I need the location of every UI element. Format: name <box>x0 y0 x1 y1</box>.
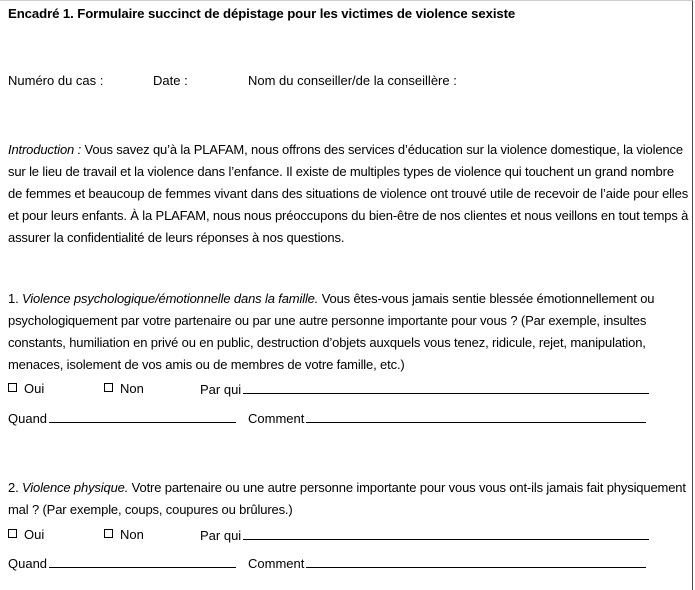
question-1-text: Vous êtes-vous jamais sentie blessée émotionnellement ou psychologiquement par votre partenaire ou par une autre personne importante pour vous ? (Par exemple, insultes constants, humiliation en privé ou en public, destruction d’objets auxquels vous tenez, ridicule, rejet, manipulation, menaces, isolement de vos amis ou de membres de votre famille, etc.) <box>8 291 655 372</box>
checkbox-icon[interactable] <box>8 383 17 392</box>
introduction-text: Vous savez qu’à la PLAFAM, nous offrons des services d’éducation sur la violence domestique, la violence sur le lieu de travail et la violence dans l’enfance. Il existe de multiples types de violence qui touchent un grand nombre de femmes et beaucoup de femmes vivant dans des situations de violence ont trouvé utile de recevoir de l’aide pour elles et pour leurs enfants. À la PLAFAM, nous nous préoccupons du bien-être de nos clientes et nous veillons en tout temps à assurer la confidentialité de leurs réponses à nos questions. <box>8 142 689 245</box>
by-whom-line[interactable] <box>243 381 649 394</box>
question-2-answer-row <box>0 527 695 545</box>
introduction-paragraph <box>8 139 690 249</box>
question-2-yes-option[interactable] <box>8 527 44 542</box>
when-line[interactable] <box>49 555 236 568</box>
question-1-by-whom-field[interactable] <box>200 381 649 397</box>
by-whom-line[interactable] <box>243 527 649 540</box>
yes-label: Oui <box>24 381 45 396</box>
how-line[interactable] <box>306 555 646 568</box>
when-label: Quand <box>8 411 48 426</box>
question-1-how-field[interactable] <box>248 410 646 426</box>
how-label: Comment <box>248 411 305 426</box>
question-1-when-how-row <box>0 410 695 428</box>
checkbox-icon[interactable] <box>104 383 113 392</box>
question-1-number: 1. <box>8 291 23 306</box>
when-label: Quand <box>8 556 48 571</box>
no-label: Non <box>120 527 144 542</box>
question-1-when-field[interactable] <box>8 410 236 426</box>
question-1-heading: Violence psychologique/émotionnelle dans la famille. <box>22 291 319 306</box>
question-1-yes-option[interactable] <box>8 381 44 396</box>
introduction-label: Introduction : <box>8 142 82 157</box>
counselor-label: Nom du conseiller/de la conseillère : <box>248 73 457 88</box>
how-label: Comment <box>248 556 305 571</box>
question-1-paragraph <box>8 288 690 376</box>
yes-label: Oui <box>24 527 45 542</box>
checkbox-icon[interactable] <box>104 529 113 538</box>
question-1-answer-row <box>0 381 695 399</box>
when-line[interactable] <box>49 410 236 423</box>
question-2-number: 2. <box>8 480 23 495</box>
by-whom-label: Par qui <box>200 528 242 543</box>
question-2-how-field[interactable] <box>248 555 646 571</box>
question-2-no-option[interactable] <box>104 527 144 542</box>
no-label: Non <box>120 381 144 396</box>
question-2-by-whom-field[interactable] <box>200 527 649 543</box>
question-2-heading: Violence physique. <box>22 480 129 495</box>
case-number-label: Numéro du cas : <box>8 73 104 88</box>
checkbox-icon[interactable] <box>8 529 17 538</box>
page-title: Encadré 1. Formulaire succinct de dépistage pour les victimes de violence sexiste <box>8 6 516 21</box>
question-2-when-how-row <box>0 555 695 573</box>
question-2-text: Votre partenaire ou une autre personne importante pour vous vous ont-ils jamais fait physiquement mal ? (Par exemple, coups, coupures ou brûlures.) <box>8 480 686 517</box>
by-whom-label: Par qui <box>200 382 242 397</box>
date-label: Date : <box>153 73 188 88</box>
question-2-paragraph <box>8 477 690 521</box>
question-1-no-option[interactable] <box>104 381 144 396</box>
question-2-when-field[interactable] <box>8 555 236 571</box>
how-line[interactable] <box>306 410 646 423</box>
